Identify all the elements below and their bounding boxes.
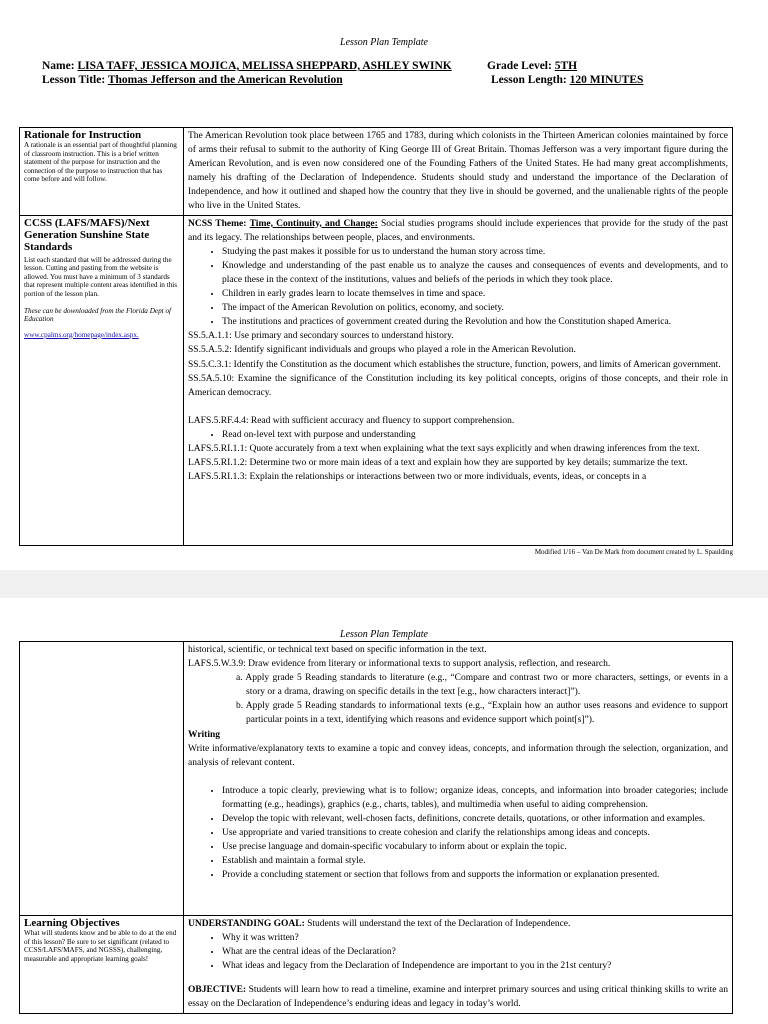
lafs-w-sub-list xyxy=(188,671,728,727)
lesson-length-line xyxy=(491,74,643,86)
name-value: LISA TAFF, JESSICA MOJICA, MELISSA SHEPPARD, ASHLEY SWINK xyxy=(77,60,452,72)
ss-standard: SS.5.C.3.1: Identify the Constitution as the document which establishes the structure, function, powers, and limits of American government. xyxy=(188,359,721,370)
objectives-label-cell xyxy=(20,916,184,1014)
list-item: • The impact of the American Revolution on politics, economy, and society. xyxy=(222,301,728,315)
lesson-length-value: 120 MINUTES xyxy=(569,74,644,86)
page-gap xyxy=(0,570,768,598)
list-item: b. Apply grade 5 Reading standards to informational texts (e.g., “Explain how an author uses reasons and evidence to support particular points in a text, identifying which reasons and evidence support which point[s]”). xyxy=(236,701,728,726)
list-item: • Studying the past makes it possible for us to understand the human story across time. xyxy=(222,245,728,259)
standards-note: List each standard that will be addressed during the lesson. Cutting and pasting from the website is allowed. You must have a minimum of 3 standards that represent multiple content areas identified in this portion of the lesson plan. xyxy=(24,255,178,298)
list-item: • Use appropriate and varied transitions to create cohesion and clarify the relationships among ideas and concepts. xyxy=(222,826,728,840)
rationale-label-cell xyxy=(20,128,184,216)
lesson-length-label: Lesson Length: xyxy=(491,74,567,86)
grade-label: Grade Level: xyxy=(487,60,552,72)
lafs-rf-bullet-list xyxy=(188,428,728,442)
cpalms-link[interactable]: www.cpalms.org/homepage/index.aspx. xyxy=(24,330,139,339)
list-item: • Children in early grades learn to locate themselves in time and space. xyxy=(222,287,728,301)
lesson-title-line xyxy=(42,74,343,86)
list-item: • Provide a concluding statement or section that follows from and supports the information or explanation presented. xyxy=(222,868,728,882)
list-item: • Why it was written? xyxy=(222,931,728,945)
ncss-theme-paragraph xyxy=(188,217,728,245)
lafs-ri-standard: LAFS.5.RI.1.3: Explain the relationships or interactions between two or more individuals, events, ideas, or concepts in a xyxy=(188,472,647,483)
lafs-ri-standard: LAFS.5.RI.1.2: Determine two or more main ideas of a text and explain how they are supported by key details; summarize the text. xyxy=(188,458,688,469)
list-item: • What are the central ideas of the Declaration? xyxy=(222,945,728,959)
ss-standard: SS.5.A.5.2: Identify significant individuals and groups who played a role in the American Revolution. xyxy=(188,345,576,356)
lesson-title-value: Thomas Jefferson and the American Revolution xyxy=(107,74,343,86)
lafs-rf-standard: LAFS.5.RF.4.4: Read with sufficient accuracy and fluency to support comprehension. xyxy=(188,415,515,426)
writing-label: Writing xyxy=(188,729,221,740)
objective-label: OBJECTIVE: xyxy=(188,985,247,996)
standards-note-2: These can be downloaded from the Florida Dept of Education xyxy=(24,306,172,324)
name-label: Name: xyxy=(42,60,75,72)
rationale-note: A rationale is an essential part of thoughtful planning of classroom instruction. This is a brief written statement of the purpose for instruction and the connection of the purpose to instruction that has come before and will follow. xyxy=(24,141,177,184)
goal-bullet-list xyxy=(188,931,728,973)
standards-label: CCSS (LAFS/MAFS)/Next Generation Sunshine State Standards xyxy=(24,216,150,253)
list-item: • Develop the topic with relevant, well-chosen facts, definitions, concrete details, quotations, or other information and examples. xyxy=(222,812,728,826)
writing-text: Write informative/explanatory texts to examine a topic and convey ideas, concepts, and information through the selection, organization, and analysis of relevant content. xyxy=(188,743,728,768)
list-item: • Use precise language and domain-specific vocabulary to inform about or explain the topic. xyxy=(222,840,728,854)
list-item: • What ideas and legacy from the Declaration of Independence are important to you in the 21st century? xyxy=(222,959,728,973)
standards-continued-label-cell xyxy=(20,642,184,916)
objectives-row xyxy=(20,916,733,1014)
rationale-label: Rationale for Instruction xyxy=(24,129,142,141)
objectives-text-cell xyxy=(184,916,733,1014)
writing-bullet-list xyxy=(188,784,728,883)
standards-content xyxy=(188,217,728,544)
ncss-text: Social studies programs should include experiences that provide for the study of the past and its legacy. The relationships between people, places, and environments. xyxy=(188,218,728,243)
list-item: • Knowledge and understanding of the past enable us to analyze the causes and consequences of events and developments, and to place these in the context of the institutions, values and beliefs of the periods in which they took place. xyxy=(222,259,728,287)
goal-text: Students will understand the text of the Declaration of Independence. xyxy=(304,919,571,929)
list-item: • Read on-level text with purpose and understanding xyxy=(222,428,728,442)
name-line xyxy=(42,60,452,72)
list-item: • Introduce a topic clearly, previewing what is to follow; organize ideas, concepts, and information into broader categories; include formatting (e.g., headings), graphics (e.g., charts, tables), and multimedia when useful to aiding comprehension. xyxy=(222,784,728,812)
template-title-2: Lesson Plan Template xyxy=(340,629,428,640)
lesson-table-2 xyxy=(19,641,733,1014)
template-title: Lesson Plan Template xyxy=(340,37,428,48)
rationale-text: The American Revolution took place between 1765 and 1783, during which colonists in the Thirteen American colonies maintained by force of arms their refusal to submit to the authority of King George III of Great Britain. Thomas Jefferson was a very important figure during the American Revolution, and is even now considered one of the Founding Fathers of the United States. He had many great accomplishments, namely his drafting of the Declaration of Independence. Students should study and understand the importance of the Declaration of Independence, and how it outlined and shaped how the country that they live in should be governed, and the unalienable rights of the people who live in the United States. xyxy=(188,131,728,212)
ss-standard: SS.5.A.1.1: Use primary and secondary sources to understand history. xyxy=(188,331,454,342)
lafs-w-standard: LAFS.5.W.3.9: Draw evidence from literary or informational texts to support analysis, reflection, and research. xyxy=(188,659,611,670)
objective-paragraph xyxy=(188,983,728,1011)
page-2 xyxy=(0,598,768,1024)
standards-label-cell xyxy=(20,215,184,545)
rationale-row xyxy=(20,128,733,216)
lafs-ri-standard: LAFS.5.RI.1.1: Quote accurately from a text when explaining what the text says explicitly and when drawing inferences from the text. xyxy=(188,443,700,454)
page-footer: Modified 1/16 – Van De Mark from document created by L. Spaulding xyxy=(534,548,733,556)
lesson-title-label: Lesson Title: xyxy=(42,74,106,86)
grade-line xyxy=(487,60,577,72)
objective-text: Students will learn how to read a timeline, examine and interpret primary sources and using critical thinking skills to write an essay on the Declaration of Independence’s enduring ideas and legacy in today’s world. xyxy=(188,985,728,1010)
ncss-theme: Time, Continuity, and Change: xyxy=(249,218,378,229)
ncss-bullet-list xyxy=(188,245,728,330)
list-item: • Establish and maintain a formal style. xyxy=(222,854,728,868)
ncss-label: NCSS Theme: xyxy=(188,218,247,229)
objectives-note: What will students know and be able to do at the end of this lesson? Be sure to set significant (related to CCSS/LAFS/MAFS, and NGSSS), challenging, measurable and appropriate learning goals! xyxy=(24,929,177,963)
objectives-label: Learning Objectives xyxy=(24,917,120,929)
standards-continued-text: historical, scientific, or technical text based on specific information in the text. xyxy=(188,645,487,655)
grade-value: 5TH xyxy=(554,60,578,72)
list-item: • The institutions and practices of government created during the Revolution and how the Constitution shaped America. xyxy=(222,315,728,329)
list-item: a. Apply grade 5 Reading standards to literature (e.g., “Compare and contrast two or more characters, settings, or events in a story or a drama, drawing on specific details in the text [e.g., how characters interact]”). xyxy=(236,673,728,698)
rationale-text-cell xyxy=(184,128,733,216)
standards-text-cell xyxy=(184,215,733,545)
goal-label: UNDERSTANDING GOAL: xyxy=(188,919,305,929)
standards-continued-cell xyxy=(184,642,733,916)
lesson-table-1 xyxy=(19,127,733,546)
standards-continued-row xyxy=(20,642,733,916)
ss-standard: SS.5A.5.10: Examine the significance of the Constitution including its key political concepts, origins of those concepts, and their role in American democracy. xyxy=(188,373,728,398)
standards-row xyxy=(20,215,733,545)
understanding-goal xyxy=(188,917,728,931)
